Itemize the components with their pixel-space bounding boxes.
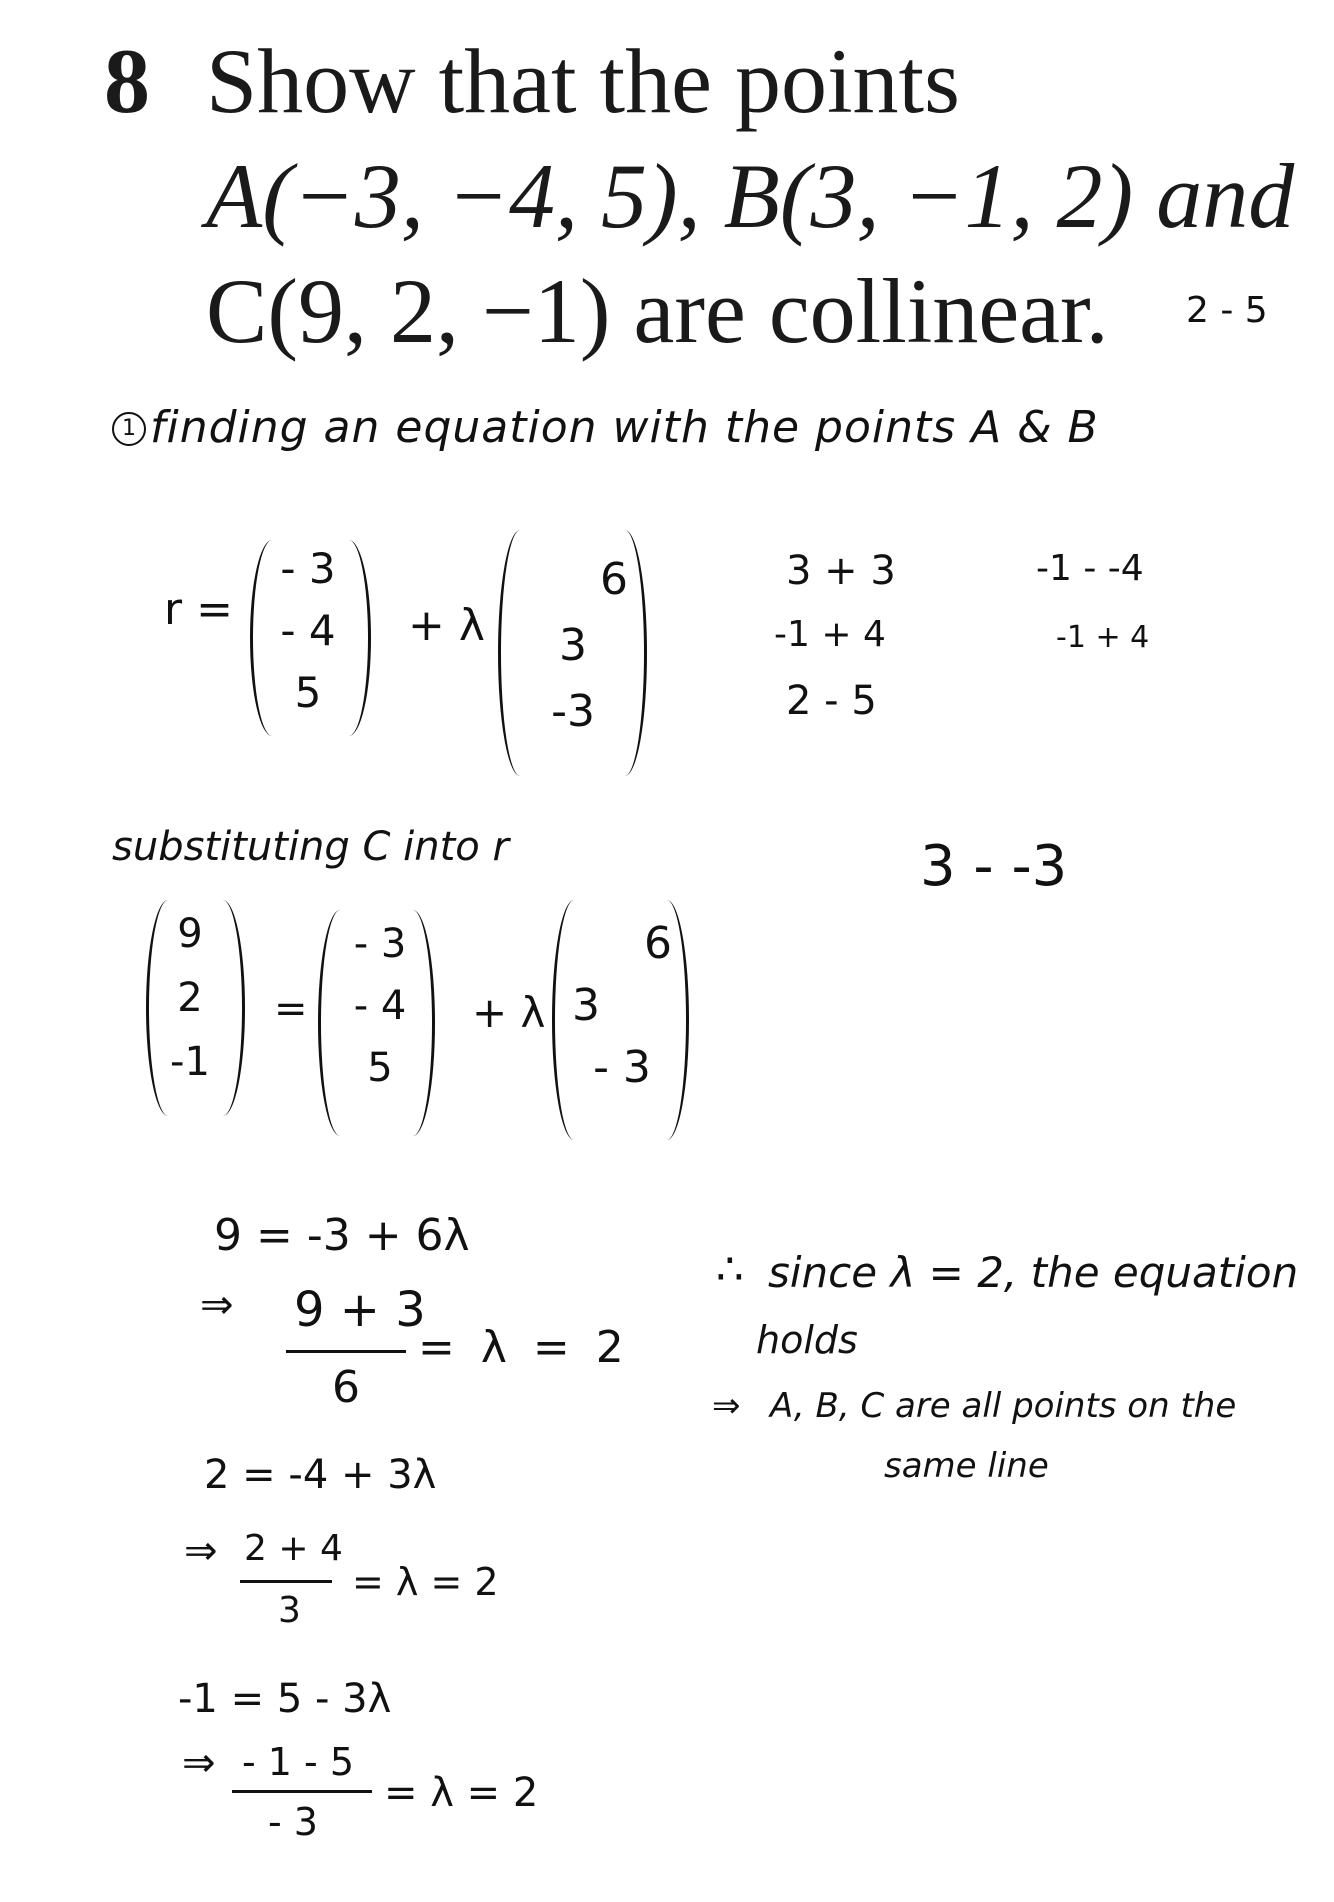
fraction-bar: [240, 1580, 332, 1583]
side-work-4: -1 - -4: [1036, 548, 1144, 589]
margin-note: 2 - 5: [1186, 290, 1268, 331]
plus-lambda: + λ: [472, 988, 546, 1037]
equals-sign: =: [274, 986, 308, 1032]
fraction-bar: [286, 1350, 406, 1353]
vector-entry: 5: [367, 1045, 393, 1091]
lambda-result: = λ = 2: [352, 1560, 499, 1604]
step-marker: 1: [112, 412, 146, 446]
side-work-3: 2 - 5: [786, 678, 877, 724]
question-line-3: C(9, 2, −1) are collinear.: [206, 260, 1109, 362]
fraction-numerator: 2 + 4: [244, 1528, 343, 1569]
right-paren: [610, 530, 647, 776]
vector-entry: 2: [177, 975, 203, 1021]
question-line-2: A(−3, −4, 5), B(3, −1, 2) and: [206, 145, 1295, 247]
right-paren: [334, 540, 371, 736]
plus-lambda: + λ: [408, 600, 485, 651]
side-work-1: 3 + 3: [786, 548, 896, 594]
vector-entry: - 3: [593, 1042, 651, 1093]
implies-arrow: ⇒: [712, 1386, 741, 1426]
side-work-5: -1 + 4: [1056, 620, 1150, 655]
vector-entry: 6: [644, 918, 672, 969]
vector-entry: 5: [294, 668, 322, 717]
conclusion-line-1: since λ = 2, the equation: [768, 1248, 1299, 1297]
vector-entry: 6: [600, 554, 628, 605]
therefore-symbol: ∴: [716, 1244, 744, 1295]
vector-entry: -1: [170, 1039, 210, 1085]
fraction-denominator: 6: [332, 1362, 360, 1413]
step1-heading: finding an equation with the points A & B: [150, 402, 1099, 453]
right-paren: [652, 900, 689, 1140]
fraction-denominator: 3: [278, 1590, 301, 1631]
substitution-heading: substituting C into r: [112, 824, 509, 870]
lambda-result: = λ = 2: [418, 1322, 624, 1373]
fraction-bar: [232, 1790, 372, 1793]
conclusion-line-2: holds: [756, 1318, 858, 1362]
vector-entry: 3: [572, 980, 600, 1031]
fraction-numerator: 9 + 3: [294, 1282, 426, 1338]
vector-entry: -3: [551, 686, 595, 737]
implies-arrow: ⇒: [200, 1282, 234, 1328]
equation-1: 9 = -3 + 6λ: [214, 1210, 470, 1261]
question-number: 8: [104, 30, 150, 132]
vector-entry: 9: [177, 911, 203, 957]
vector-entry: - 3: [280, 544, 336, 593]
vector-entry: - 4: [353, 983, 407, 1029]
r-label: r =: [164, 584, 233, 635]
equation-2: 2 = -4 + 3λ: [204, 1452, 437, 1498]
fraction-denominator: - 3: [268, 1800, 318, 1844]
vector-entry: - 3: [353, 921, 407, 967]
vector-entry: 3: [559, 620, 587, 671]
vector-entry: - 4: [280, 606, 336, 655]
right-paren: [398, 910, 435, 1136]
fraction-numerator: - 1 - 5: [242, 1740, 355, 1784]
equation-3: -1 = 5 - 3λ: [178, 1676, 392, 1722]
question-line-1: Show that the points: [206, 30, 960, 132]
side-work-2: -1 + 4: [774, 614, 886, 655]
side-work-6: 3 - -3: [920, 834, 1068, 899]
implies-arrow: ⇒: [182, 1740, 216, 1786]
right-paren: [208, 900, 245, 1116]
lambda-result: = λ = 2: [384, 1770, 539, 1816]
conclusion-line-3: A, B, C are all points on the: [770, 1386, 1237, 1426]
conclusion-line-4: same line: [884, 1446, 1049, 1486]
implies-arrow: ⇒: [184, 1528, 218, 1574]
